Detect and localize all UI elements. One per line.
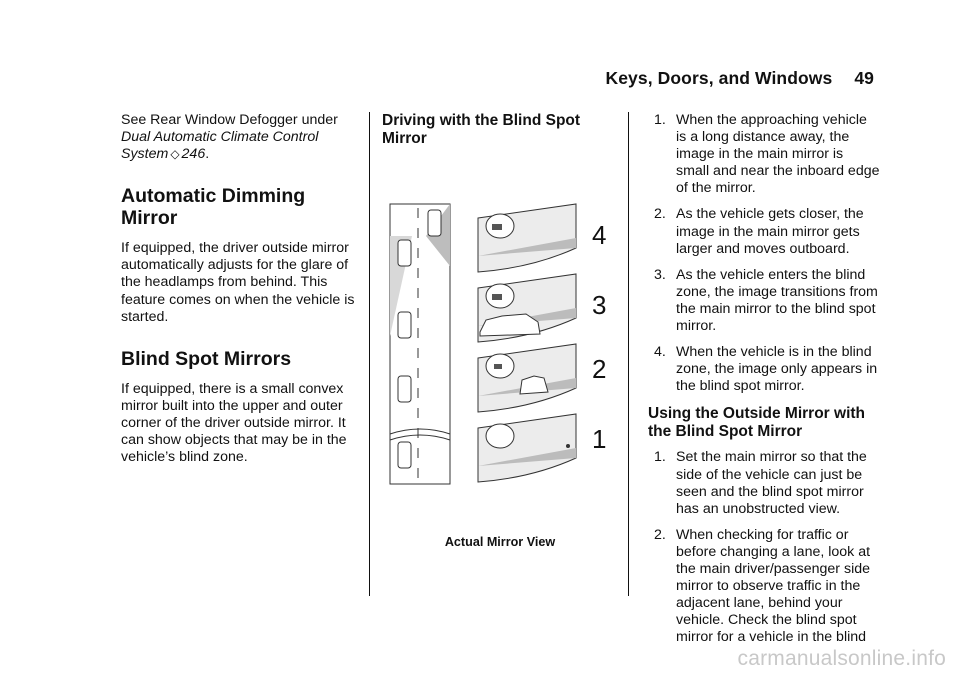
- driving-blind-spot-heading: Driving with the Blind Spot Mirror: [382, 112, 581, 147]
- automatic-dimming-heading: Automatic Dimming Mirror: [121, 185, 306, 230]
- stage-label-2: 2: [592, 354, 607, 384]
- usage-steps-list: [648, 449, 880, 646]
- list-item: 2. As the vehicle gets closer, the image in the main mirror gets larger and moves outboard.: [654, 206, 864, 257]
- stage-label-1: 1: [592, 424, 607, 454]
- figure-caption: Actual Mirror View: [444, 535, 556, 549]
- car-stage-3-icon: [398, 312, 411, 338]
- list-item: 1. When the approaching vehicle is a long distance away, the image in the main mirror is small and near the inboard edge of the mirror.: [654, 112, 880, 197]
- right-column: [648, 112, 880, 655]
- approach-steps-list: [648, 112, 880, 395]
- blind-spot-mirrors-heading: Blind Spot Mirrors: [121, 347, 292, 370]
- list-item: 3. As the vehicle enters the blind zone, the image transitions from the main mirror to the blind spot mirror.: [654, 266, 878, 335]
- watermark: carmanualsonline.info: [737, 647, 946, 670]
- blind-spot-mirrors-body: If equipped, there is a small convex mirror built into the upper and outer corner of the driver outside mirror. It can show objects that may be in the vehicle’s blind zone.: [121, 380, 347, 466]
- intro-line: See Rear Window Defogger under: [121, 112, 338, 128]
- using-outside-mirror-heading: Using the Outside Mirror with the Blind Spot Mirror: [648, 405, 866, 441]
- list-item: 2. When checking for traffic or before changing a lane, look at the main driver/passenger side mirror to observe traffic in the adjacent lane, behind your vehicle. Check the blind spot mirror for a vehicle in the blind: [654, 526, 871, 646]
- driver-car-icon: [428, 210, 441, 236]
- column-divider-left: [369, 112, 370, 596]
- car-stage-1-icon: [398, 442, 411, 468]
- page-ref-arrow-icon: ◇: [170, 147, 180, 162]
- blind-spot-diagram: [382, 196, 618, 496]
- stage-label-4: 4: [592, 220, 607, 250]
- climate-control-link[interactable]: Dual Automatic Climate Control System: [121, 129, 319, 163]
- mirror-view-2: [478, 344, 576, 412]
- intro-paragraph: [121, 112, 361, 163]
- column-divider-right: [628, 112, 629, 596]
- blind-spot-illustration: [382, 196, 618, 496]
- car-stage-4-icon: [398, 240, 411, 266]
- automatic-dimming-body: If equipped, the driver outside mirror automatically adjusts for the glare of the headlamps from behind. This feature comes on when the vehicle is started.: [121, 240, 355, 325]
- page-ref-number[interactable]: 246: [181, 146, 206, 163]
- list-item: 4. When the vehicle is in the blind zone, the image only appears in the blind spot mirror.: [654, 344, 878, 395]
- left-column: [121, 112, 361, 466]
- list-item: 1. Set the main mirror so that the side of the vehicle can just be seen and the blind spot mirror has an unobstructed view.: [654, 449, 867, 517]
- section-title: Keys, Doors, and Windows: [605, 68, 833, 88]
- page-header: [605, 68, 874, 89]
- stage-label-3: 3: [592, 290, 607, 320]
- distant-car-dot: [566, 444, 570, 448]
- mirror-view-4: [478, 204, 576, 272]
- page-number: 49: [854, 68, 874, 88]
- mirror-view-3: [478, 274, 576, 342]
- reflected-car-icon: [492, 224, 502, 230]
- mirror-view-1: [478, 414, 576, 482]
- intro-period: .: [205, 146, 210, 163]
- car-stage-2-icon: [398, 376, 411, 402]
- middle-column: [382, 112, 618, 148]
